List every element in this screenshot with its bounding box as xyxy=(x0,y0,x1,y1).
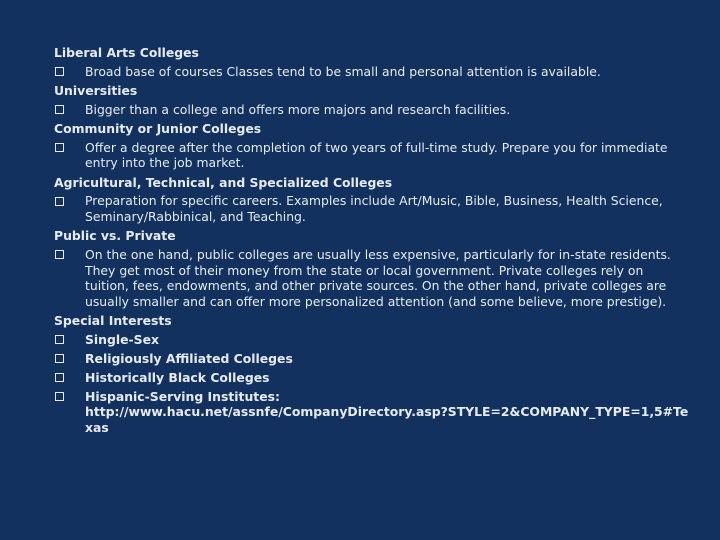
section-community-colleges xyxy=(54,119,680,173)
heading-specialized-colleges: Agricultural, Technical, and Specialized Colleges xyxy=(54,174,393,190)
hollow-square-bullet-icon xyxy=(55,392,64,401)
section-specialized-colleges xyxy=(54,173,680,227)
heading-public-vs-private: Public vs. Private xyxy=(54,228,176,244)
hollow-square-bullet-icon xyxy=(55,105,64,114)
list-item xyxy=(54,138,680,173)
hollow-square-bullet-icon xyxy=(55,67,64,76)
list-item xyxy=(54,387,689,437)
section-liberal-arts xyxy=(54,43,680,81)
item-text: Bigger than a college and offers more majors and research facilities. xyxy=(85,101,511,117)
item-text: Historically Black Colleges xyxy=(85,369,270,385)
heading-community-colleges: Community or Junior Colleges xyxy=(54,120,262,136)
section-universities xyxy=(54,81,680,119)
item-text: Offer a degree after the completion of two years of full-time study. Prepare you for immediate entry into the job market. xyxy=(85,139,668,171)
section-special-interests xyxy=(54,311,689,437)
hollow-square-bullet-icon xyxy=(55,250,64,259)
item-text: Broad base of courses Classes tend to be small and personal attention is available. xyxy=(85,63,601,79)
item-text: Religiously Affiliated Colleges xyxy=(85,350,293,366)
item-text: Hispanic-Serving Institutes: xyxy=(85,388,280,404)
section-public-vs-private xyxy=(54,226,680,311)
hollow-square-bullet-icon xyxy=(55,354,64,363)
hacu-directory-link[interactable]: http://www.hacu.net/assnfe/CompanyDirectory.asp?STYLE=2&COMPANY_TYPE=1,5#Te xyxy=(85,404,689,420)
list-item xyxy=(54,100,680,119)
hacu-directory-link-continued[interactable]: xas xyxy=(85,419,109,435)
hollow-square-bullet-icon xyxy=(55,197,64,206)
heading-universities: Universities xyxy=(54,82,138,98)
list-item xyxy=(54,330,680,349)
list-item xyxy=(54,62,680,81)
list-item xyxy=(54,245,680,311)
hollow-square-bullet-icon xyxy=(55,373,64,382)
hollow-square-bullet-icon xyxy=(55,335,64,344)
item-text-with-link xyxy=(85,388,689,436)
list-item xyxy=(54,368,680,387)
heading-liberal-arts: Liberal Arts Colleges xyxy=(54,45,199,60)
hollow-square-bullet-icon xyxy=(55,143,64,152)
heading-special-interests: Special Interests xyxy=(54,312,172,328)
item-text: Preparation for specific careers. Examples include Art/Music, Bible, Business, Health Science, Seminary/Rabbinical, and Teaching. xyxy=(85,193,663,224)
item-text: On the one hand, public colleges are usually less expensive, particularly for in-state residents. They get most of their money from the state or local government. Private colleges rely on tuition, fees, endowments, and other private sources. On the other hand, private colleges are usually smaller and can offer more personalized attention (and some believe, more prestige). xyxy=(85,246,671,309)
list-item xyxy=(54,192,680,227)
list-item xyxy=(54,349,680,368)
item-text: Single-Sex xyxy=(85,331,159,347)
